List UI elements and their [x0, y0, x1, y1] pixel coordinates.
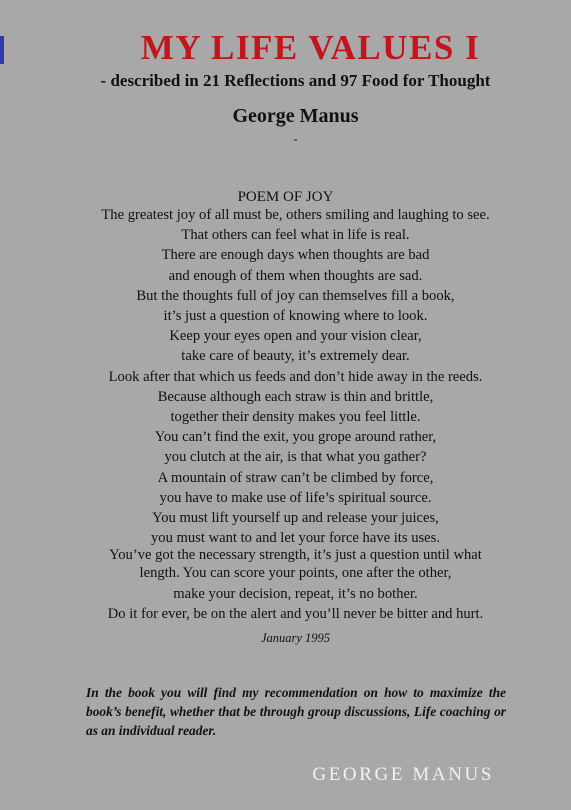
poem-line: you clutch at the air, is that what you gather?	[164, 449, 427, 466]
poem-line: make your decision, repeat, it’s no bother.	[173, 585, 418, 602]
book-title: MY LIFE VALUES I	[140, 28, 481, 67]
poem-line: There are enough days when thoughts are bad	[161, 247, 430, 264]
poem-line: Because although each straw is thin and brittle,	[157, 388, 434, 405]
poem-line: The greatest joy of all must be, others smiling and laughing to see.	[101, 207, 490, 223]
poem-line: together their density makes you feel little.	[170, 409, 421, 426]
poem-line: A mountain of straw can’t be climbed by force,	[157, 469, 434, 486]
poem-line: You’ve got the necessary strength, it’s just a question until what	[109, 547, 482, 564]
poem-line: You must lift yourself up and release your juices,	[152, 510, 439, 527]
separator-dash: -	[293, 132, 298, 146]
footer-author-name: GEORGE MANUS	[312, 764, 494, 785]
poem-line: Do it for ever, be on the alert and you’ll never be bitter and hurt.	[107, 605, 484, 622]
poem-line: Look after that which us feeds and don’t hide away in the reeds.	[108, 368, 483, 385]
book-note: In the book you will find my recommendation on how to maximize the book’s benefit, whether that be through group discussions, Life coaching or as an individual reader.	[86, 685, 506, 738]
author-name: George Manus	[232, 105, 359, 127]
poem-line: you have to make use of life’s spiritual source.	[159, 489, 432, 506]
book-subtitle: - described in 21 Reflections and 97 Food for Thought	[100, 71, 491, 90]
poem-line: length. You can score your points, one after the other,	[139, 565, 452, 582]
poem-line: Keep your eyes open and your vision clear,	[169, 328, 422, 345]
poem-line: take care of beauty, it’s extremely dear.	[181, 348, 410, 365]
poem-line: That others can feel what in life is real.	[181, 227, 410, 244]
poem-body	[60, 205, 531, 624]
poem-line: But the thoughts full of joy can themselves fill a book,	[136, 287, 455, 304]
poem-date: January 1995	[260, 631, 331, 645]
poem-line: You can’t find the exit, you grope around rather,	[154, 429, 437, 446]
poem-title: POEM OF JOY	[237, 189, 334, 205]
poem-line: and enough of them when thoughts are sad.	[168, 267, 423, 284]
poem-line: you must want to and let your force have its uses.	[151, 530, 440, 547]
poem-line: it’s just a question of knowing where to look.	[163, 308, 428, 325]
